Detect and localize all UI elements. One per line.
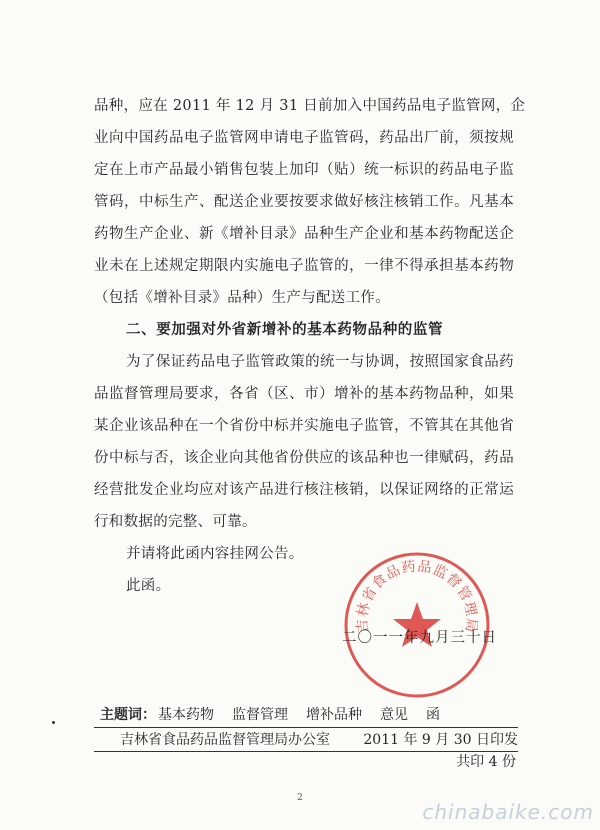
paragraph-2-line: 行和数据的完整、可靠。 [94, 514, 257, 530]
copies-count: 共印 4 份 [456, 754, 516, 770]
issuer-name: 吉林省食品药品监督管理局办公室 [120, 732, 330, 748]
paragraph-1-line: 业未在上述规定期限内实施电子监管的，一律不得承担基本药物 [94, 258, 514, 274]
paragraph-3: 并请将此函内容挂网公告。 [126, 546, 304, 562]
keyword: 基本药物 [158, 707, 214, 723]
site-watermark: chinabaike.com [422, 800, 594, 824]
issue-date: 2011 年 9 月 30 日印发 [363, 732, 518, 748]
paragraph-2-line: 品监督管理局要求，各省（区、市）增补的基本药物品种，如果 [94, 386, 514, 402]
paragraph-2-line: 份中标与否，该企业向其他省份供应的该品种也一律赋码，药品 [94, 450, 514, 466]
page-number: 2 [297, 793, 303, 803]
official-seal [342, 550, 492, 700]
signature-date: 二〇一一年九月三十日 [342, 630, 497, 646]
paragraph-1-line: 品种，应在 2011 年 12 月 31 日前加入中国药品电子监管网，企 [94, 98, 526, 114]
closing-text: 此函。 [126, 578, 171, 594]
footer-divider [94, 751, 518, 752]
margin-dot [52, 721, 55, 724]
paragraph-1-line: 业向中国药品电子监管网申请电子监管码，药品出厂前，须按规 [94, 130, 514, 146]
keywords-label: 主题词： [100, 707, 156, 723]
keyword: 函 [426, 707, 440, 723]
paragraph-2-line: 某企业该品种在一个省份中标并实施电子监管，不管其在其他省 [94, 418, 514, 434]
keyword: 意见 [380, 707, 408, 723]
paragraph-1-line: 药物生产企业、新《增补目录》品种生产企业和基本药物配送企 [94, 226, 514, 242]
paragraph-2-line: 为了保证药品电子监管政策的统一与协调，按照国家食品药 [126, 354, 514, 370]
keyword: 监督管理 [232, 707, 288, 723]
paragraph-1-line: （包括《增补目录》品种）生产与配送工作。 [94, 290, 390, 306]
paragraph-2-line: 经营批发企业均应对该产品进行核注核销，以保证网络的正常运 [94, 482, 514, 498]
paragraph-1-line: 管码，中标生产、配送企业要按要求做好核注核销工作。凡基本 [94, 194, 514, 210]
keyword: 增补品种 [306, 707, 362, 723]
section-2-heading: 二、要加强对外省新增补的基本药物品种的监管 [126, 321, 444, 338]
footer-divider [94, 727, 518, 728]
issuer-row [120, 730, 518, 750]
seal-text: 吉林省食品药品监督管理局 [354, 558, 480, 634]
paragraph-1-line: 定在上市产品最小销售包装上加印（贴）统一标识的药品电子监 [94, 162, 514, 178]
keywords-line [100, 705, 518, 725]
